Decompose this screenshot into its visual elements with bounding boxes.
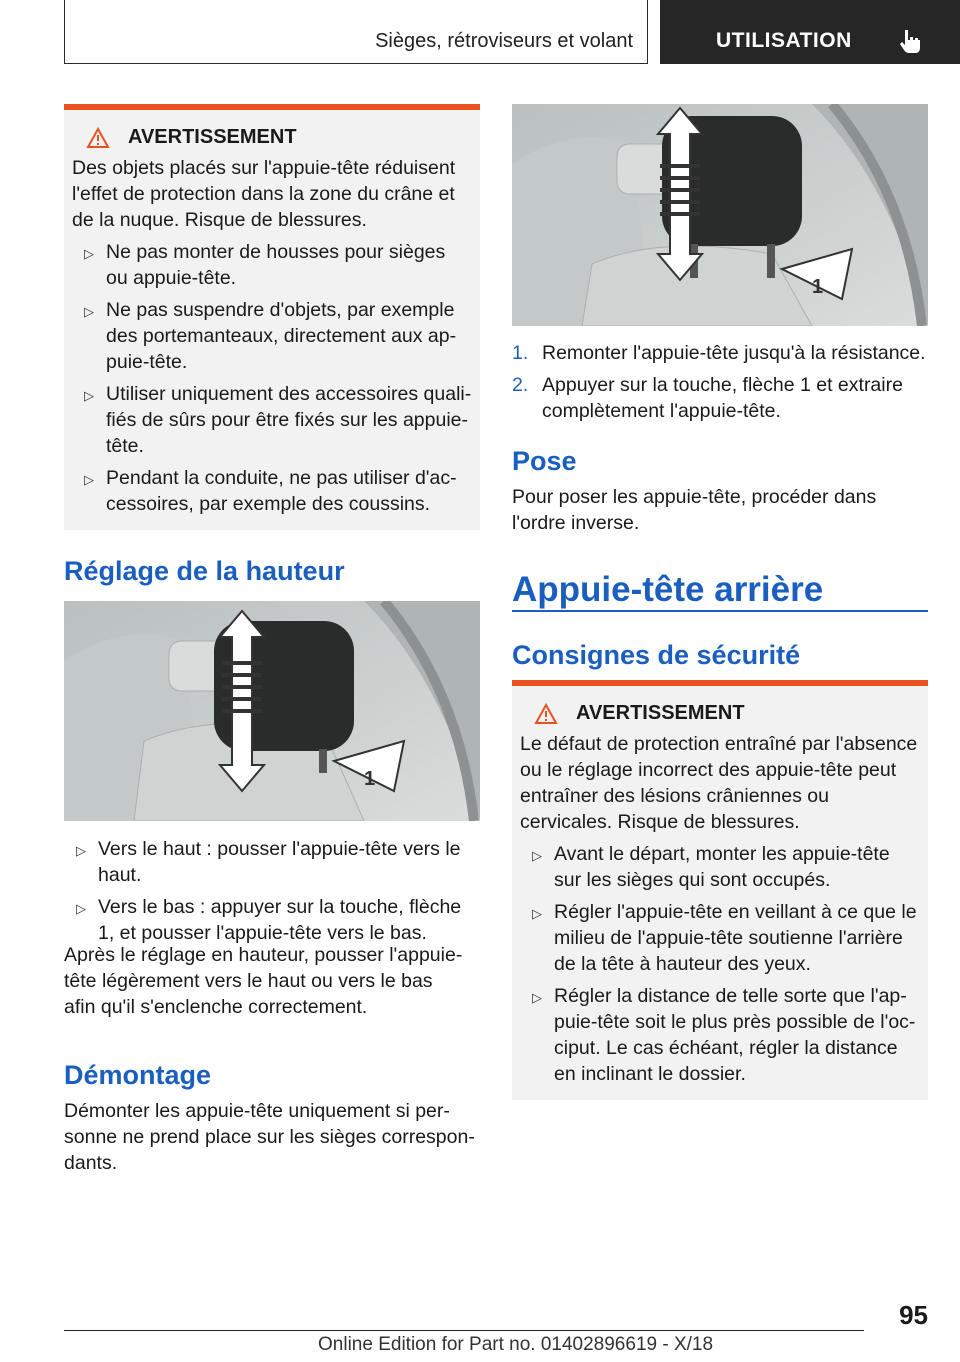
height-adjust-list [64,836,464,952]
pose-text: Pour poser les appuie-tête, procéder dans l'ordre inverse. [512,486,877,534]
warning-box-rear [512,680,928,1100]
bullet-triangle-icon: ▷ [84,246,94,261]
removal-steps [512,340,928,430]
bullet-triangle-icon: ▷ [84,304,94,319]
heading-demontage: Démontage [64,1060,212,1090]
heading-rear-headrest: Appuie-tête arrière [512,570,824,609]
bullet-triangle-icon: ▷ [76,843,86,858]
warning-list [520,841,920,1087]
list-item: 2. Appuyer sur la touche, flèche 1 et extraire complètement l'appuie-tête. [512,374,903,422]
pointing-hand-icon [898,28,924,54]
image-label: 1 [812,276,824,298]
warning-intro: Des objets placés sur l'appuie-tête réduisent l'effet de protection dans la zone du crâne et de la nuque. Risque de blessures. [72,157,456,231]
list-item: ▷ Ne pas suspendre d'objets, par exemple des portemanteaux, directement aux ap-puie-tête. [84,299,457,373]
warning-list [72,239,472,517]
list-item: ▷ Régler la distance de telle sorte que l'ap-puie-tête soit le plus près possible de l'oc-ciput. Le cas échéant, régler la distance en inclinant le dossier. [532,985,916,1085]
heading-rule [512,610,928,612]
list-item: ▷ Pendant la conduite, ne pas utiliser d'ac-cessoires, par exemple des coussins. [84,467,457,515]
bullet-triangle-icon: ▷ [532,990,542,1005]
warning-title: AVERTISSEMENT [576,702,745,724]
header-section-box [64,0,648,64]
warning-bar [512,680,928,686]
page-number: 95 [899,1300,928,1330]
headrest-height-image [64,601,480,821]
warning-intro: Le défaut de protection entraîné par l'absence ou le réglage incorrect des appuie-tête peut entraîner des lésions crâniennes ou cervicales. Risque de blessures. [520,733,918,833]
header-section-title: Sièges, rétroviseurs et volant [375,30,633,52]
header-chapter-box [660,0,960,64]
heading-pose: Pose [512,446,577,476]
footer-divider [64,1330,864,1331]
list-item: ▷ Vers le haut : pousser l'appuie-tête vers le haut. [76,838,461,886]
heading-safety: Consignes de sécurité [512,640,801,670]
warning-triangle-icon [86,127,110,149]
footer-text: Online Edition for Part no. 01402896619 - X/18 [318,1334,714,1355]
image-label: 1 [364,768,376,790]
bullet-triangle-icon: ▷ [76,901,86,916]
demontage-text: Démonter les appuie-tête uniquement si per-sonne ne prend place sur les sièges correspon-dants. [64,1100,475,1174]
list-item: ▷ Ne pas monter de housses pour sièges ou appuie-tête. [84,241,446,289]
list-item: ▷ Avant le départ, monter les appuie-tête sur les sièges qui sont occupés. [532,843,890,891]
list-item: ▷ Vers le bas : appuyer sur la touche, flèche 1, et pousser l'appuie-tête vers le bas. [76,896,462,944]
warning-triangle-icon [534,703,558,725]
headrest-removal-image [512,104,928,326]
bullet-triangle-icon: ▷ [84,472,94,487]
list-item: 1. Remonter l'appuie-tête jusqu'à la résistance. [512,342,926,364]
warning-box-headrest [64,104,480,530]
warning-title: AVERTISSEMENT [128,126,297,148]
warning-bar [64,104,480,110]
list-item: ▷ Utiliser uniquement des accessoires quali-fiés de sûrs pour être fixés sur les appuie-tête. [84,383,472,457]
bullet-triangle-icon: ▷ [532,906,542,921]
list-item: ▷ Régler l'appuie-tête en veillant à ce que le milieu de l'appuie-tête soutienne l'arrière de la tête à hauteur des yeux. [532,901,917,975]
bullet-triangle-icon: ▷ [84,388,94,403]
bullet-triangle-icon: ▷ [532,848,542,863]
header-chapter-title: UTILISATION [716,29,852,52]
height-after-text: Après le réglage en hauteur, pousser l'appuie-tête légèrement vers le haut ou vers le bas afin qu'il s'enclenche correctement. [64,944,463,1018]
heading-hauteur: Réglage de la hauteur [64,556,345,586]
